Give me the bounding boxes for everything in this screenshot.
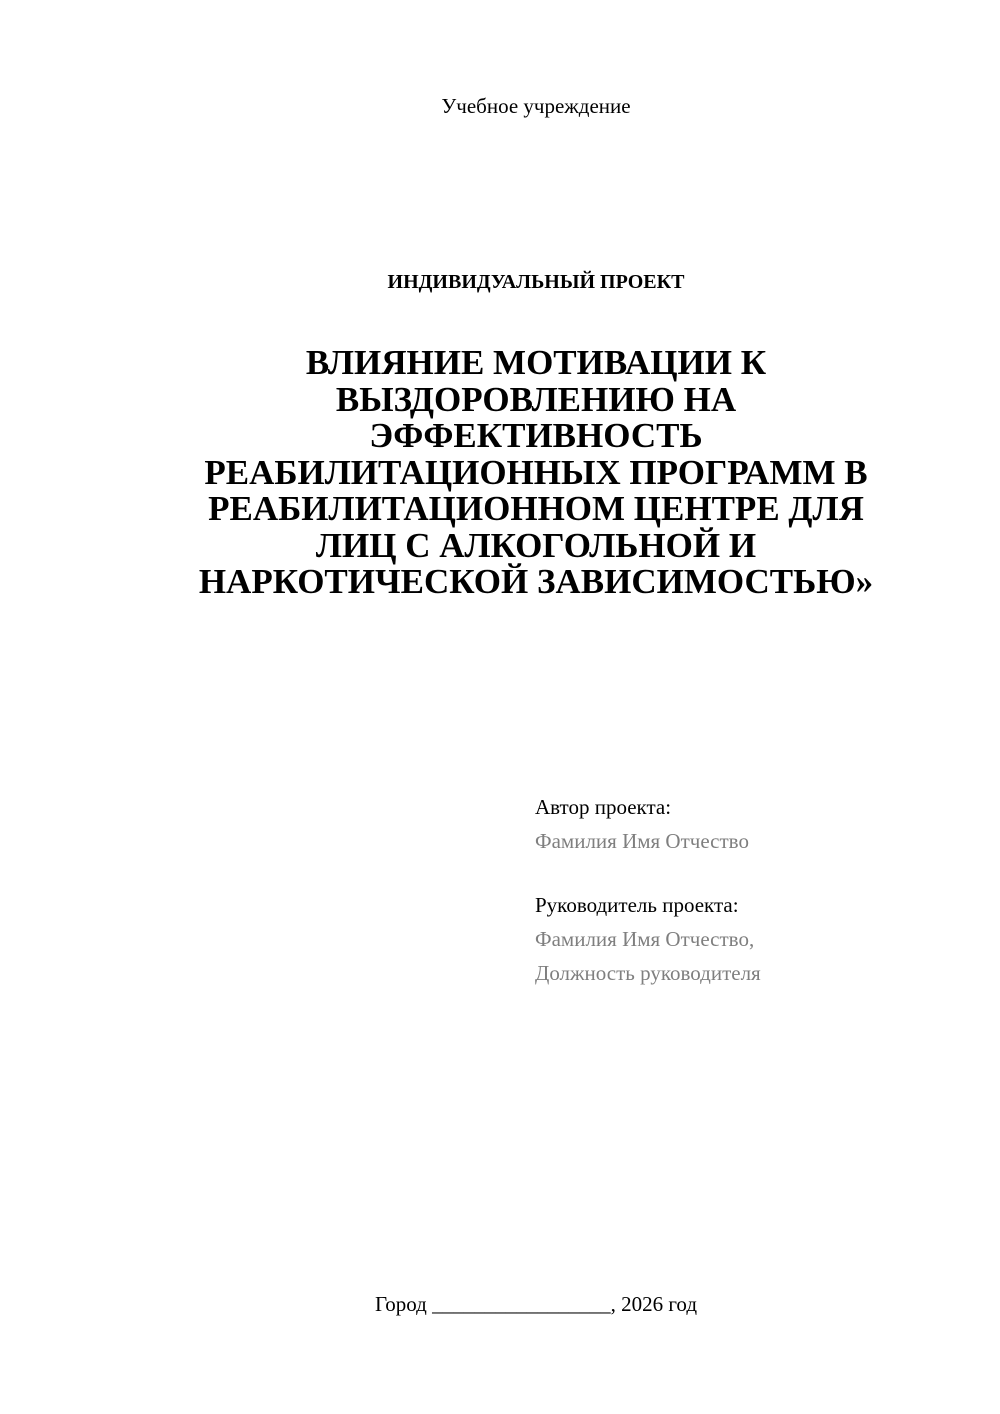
title-line: РЕАБИЛИТАЦИОННЫХ ПРОГРАММ В	[204, 452, 868, 492]
supervisor-position: Должность руководителя	[535, 961, 761, 985]
supervisor-label: Руководитель проекта:	[535, 893, 739, 917]
project-type-heading: ИНДИВИДУАЛЬНЫЙ ПРОЕКТ	[387, 271, 685, 293]
institution-name: Учебное учреждение	[441, 94, 631, 118]
project-title	[150, 345, 922, 601]
credits-block	[535, 790, 975, 990]
title-line: НАРКОТИЧЕСКОЙ ЗАВИСИМОСТЬЮ»	[198, 562, 874, 601]
title-line: ВЛИЯНИЕ МОТИВАЦИИ К	[305, 343, 767, 382]
title-line: ЭФФЕКТИВНОСТЬ	[369, 416, 703, 455]
title-line: ВЫЗДОРОВЛЕНИЮ НА	[335, 379, 737, 419]
city-year-line: Город _________________, 2026 год	[374, 1292, 698, 1316]
supervisor-name: Фамилия Имя Отчество,	[535, 927, 755, 951]
author-label: Автор проекта:	[535, 795, 672, 819]
title-line: РЕАБИЛИТАЦИОННОМ ЦЕНТРЕ ДЛЯ	[208, 489, 864, 528]
author-name: Фамилия Имя Отчество	[535, 829, 749, 853]
title-line: ЛИЦ С АЛКОГОЛЬНОЙ И	[315, 525, 757, 565]
credits-spacer	[535, 858, 975, 888]
